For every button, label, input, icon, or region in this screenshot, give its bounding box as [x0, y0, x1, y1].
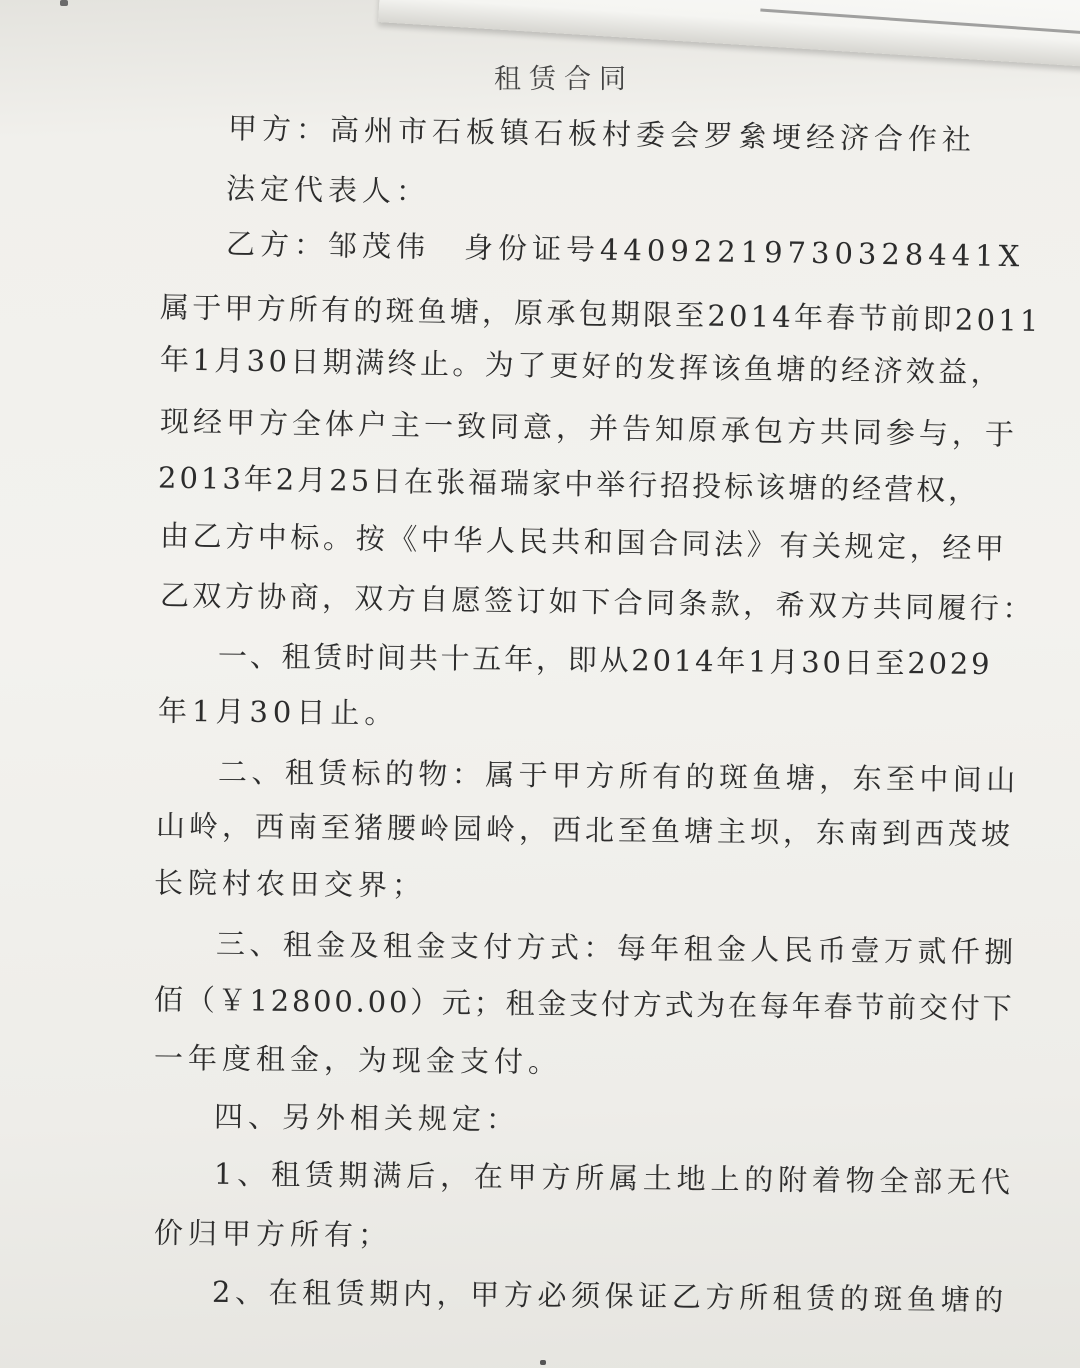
clause-1-line-1: 一、租赁时间共十五年，即从2014年1月30日至2029 [217, 638, 993, 682]
body-line-4: 2013年2月25日在张福瑞家中举行招投标该塘的经营权， [157, 460, 981, 508]
body-line-1: 属于甲方所有的斑鱼塘，原承包期限至2014年春节前即2011 [159, 290, 1042, 338]
clause-4-item-2-line-1: 2、在租赁期内，甲方必须保证乙方所租赁的斑鱼塘的 [211, 1274, 1009, 1318]
body-line-5: 由乙方中标。按《中华人民共和国合同法》有关规定，经甲 [159, 518, 1008, 566]
legal-representative-line: 法定代表人： [225, 171, 431, 209]
clause-4-item-1-line-2: 价归甲方所有； [153, 1215, 393, 1253]
clause-3-line-3: 一年度租金，为现金支付。 [153, 1040, 563, 1080]
clause-4-heading: 四、另外相关规定： [213, 1099, 521, 1137]
clause-2-line-3: 长院村农田交界； [153, 865, 427, 903]
clause-3-line-2: 佰（￥12800.00）元；租金支付方式为在每年春节前交付下 [153, 982, 1015, 1026]
clause-4-item-1-line-1: 1、租赁期满后，在甲方所属土地上的附着物全部无代 [213, 1156, 1015, 1200]
clause-3-line-1: 三、租金及租金支付方式：每年租金人民币壹万贰仟捌 [215, 926, 1018, 970]
party-a-line: 甲方：高州市石板镇石板村委会罗絫埂经济合作社 [227, 111, 977, 157]
ink-spot-bottom [540, 1360, 546, 1365]
folded-paper-edge [378, 0, 1080, 70]
ink-spot [60, 0, 68, 6]
clause-2-line-1: 二、租赁标的物：属于甲方所有的斑鱼塘，东至中间山 [217, 754, 1020, 798]
document-title: 租赁合同 [494, 64, 634, 95]
body-line-3: 现经甲方全体户主一致同意，并告知原承包方共同参与，于 [159, 404, 1019, 452]
clause-1-line-2: 年1月30日止。 [157, 693, 399, 731]
clause-2-line-2: 山岭，西南至猪腰岭园岭，西北至鱼塘主坝，东南到西茂坡 [155, 808, 1015, 852]
party-b-line: 乙方：邹茂伟 身份证号44092219730328441X [225, 226, 1025, 274]
body-line-2: 年1月30日期满终止。为了更好的发挥该鱼塘的经济效益， [159, 342, 1004, 390]
body-line-6: 乙双方协商，双方自愿签订如下合同条款，希双方共同履行： [159, 578, 1036, 626]
